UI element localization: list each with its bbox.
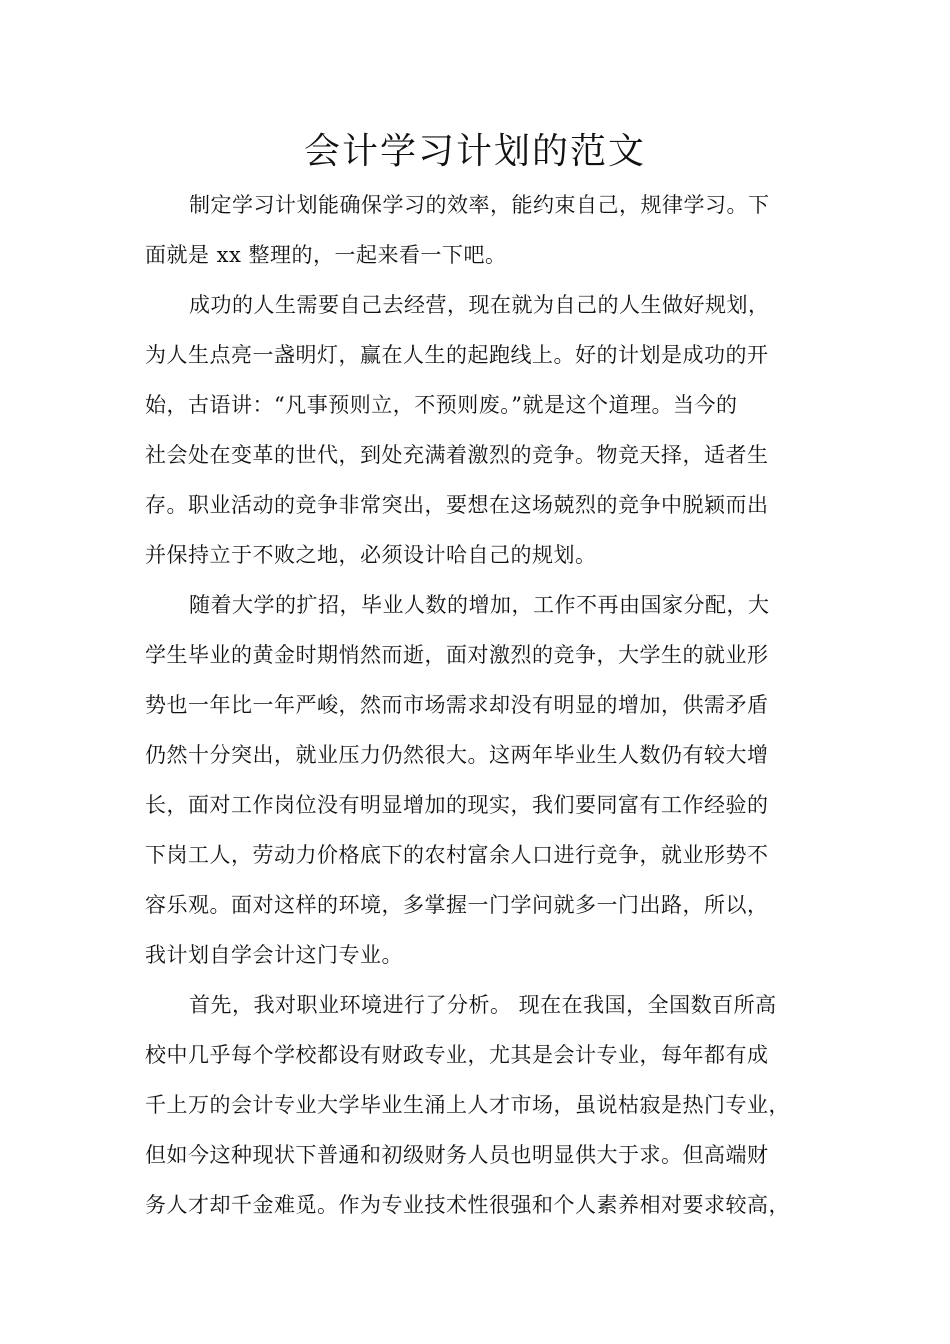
- text-line: 学生毕业的黄金时期悄然而逝，面对激烈的竞争，大学生的就业形: [145, 643, 769, 667]
- text-line: 存。职业活动的竞争非常突出，要想在这场兢烈的竞争中脱颖而出: [145, 493, 769, 517]
- text-line: 仍然十分突出，就业压力仍然很大。这两年毕业生人数仍有较大增: [145, 743, 769, 767]
- paragraph-1: [145, 180, 809, 280]
- text-line: 为人生点亮一盏明灯，赢在人生的起跑线上。好的计划是成功的开: [145, 343, 769, 367]
- text-line: 社会处在变革的世代，到处充满着激烈的竞争。物竞天择，适者生: [145, 443, 769, 467]
- document-body: [145, 180, 809, 1230]
- text-line: 长，面对工作岗位没有明显增加的现实，我们要同富有工作经验的: [145, 793, 769, 817]
- text-line: 校中几乎每个学校都设有财政专业，尤其是会计专业，每年都有成: [145, 1043, 769, 1067]
- text-line: 并保持立于不败之地，必须设计哈自己的规划。: [145, 543, 597, 567]
- text-line: 容乐观。面对这样的环境，多掌握一门学问就多一门出路，所以，: [145, 893, 769, 917]
- paragraph-2: [145, 280, 809, 580]
- text-line: 下岗工人，劳动力价格底下的农村富余人口进行竞争，就业形势不: [145, 843, 769, 867]
- text-line: 首先，我对职业环境进行了分析。 现在在我国，全国数百所高: [189, 993, 777, 1017]
- text-line: 始，古语讲：“凡事预则立，不预则废。”就是这个道理。当今的: [145, 393, 738, 417]
- text-line: 成功的人生需要自己去经营，现在就为自己的人生做好规划，: [189, 293, 770, 317]
- text-line: 随着大学的扩招，毕业人数的增加，工作不再由国家分配，大: [189, 593, 770, 617]
- paragraph-3: [145, 580, 809, 980]
- document-title: 会计学习计划的范文: [303, 131, 646, 172]
- text-line: 务人才却千金难觅。作为专业技术性很强和个人素养相对要求较高，: [145, 1193, 790, 1217]
- text-line: 面就是 xx 整理的，一起来看一下吧。: [145, 243, 507, 267]
- text-line: 制定学习计划能确保学习的效率，能约束自己，规律学习。下: [189, 193, 770, 217]
- text-line: 我计划自学会计这门专业。: [145, 943, 403, 967]
- text-line: 但如今这种现状下普通和初级财务人员也明显供大于求。但高端财: [145, 1143, 769, 1167]
- paragraph-4: [145, 980, 809, 1230]
- text-line: 势也一年比一年严峻，然而市场需求却没有明显的增加，供需矛盾: [145, 693, 769, 717]
- text-line: 千上万的会计专业大学毕业生涌上人才市场，虽说枯寂是热门专业，: [145, 1093, 790, 1117]
